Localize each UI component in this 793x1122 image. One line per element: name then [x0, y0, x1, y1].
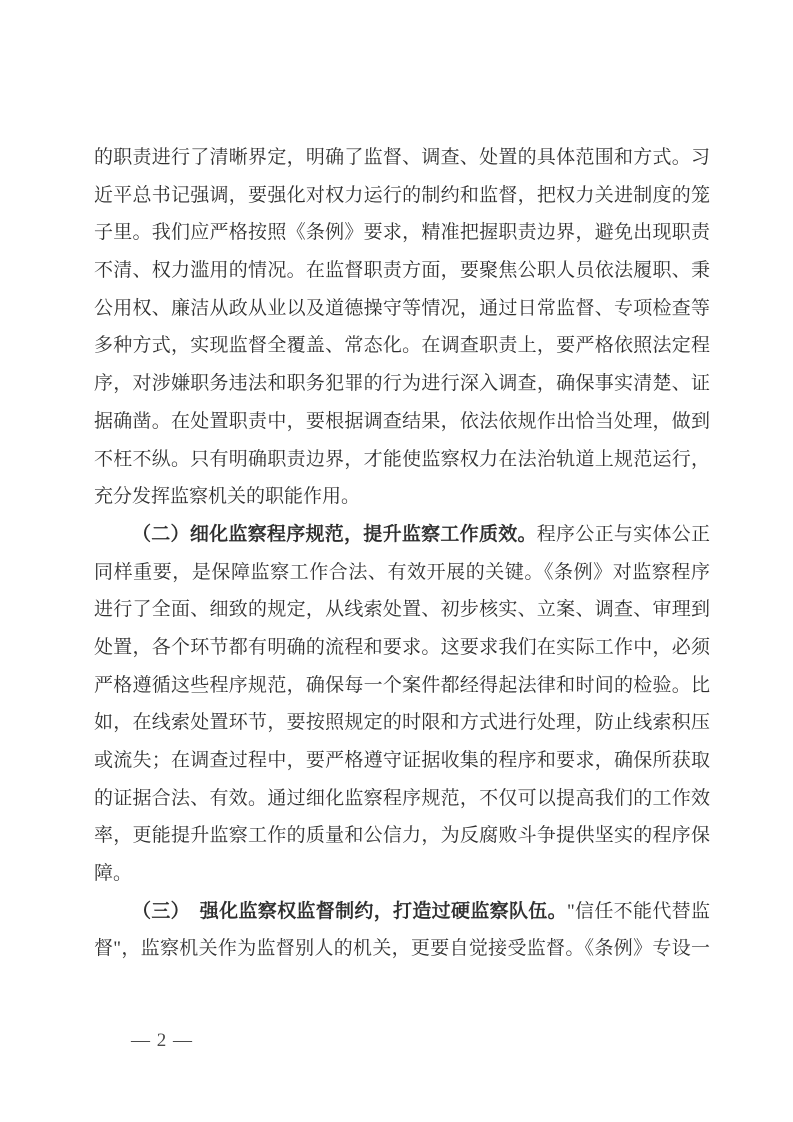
text-line: [94, 139, 710, 177]
text-segment: 或流失；在调查过程中，要严格遵守证据收集的程序和要求，确保所获取: [94, 750, 710, 771]
text-line: [94, 629, 710, 667]
text-line: [94, 478, 710, 516]
text-line: [94, 554, 710, 592]
heading-segment: （二）细化监察程序规范，提升监察工作质效。: [132, 523, 537, 545]
page-number: — 2 —: [131, 1030, 193, 1051]
text-segment: 同样重要，是保障监察工作合法、有效开展的关键。《条例》对监察程序: [94, 561, 710, 583]
text-segment: 率，更能提升监察工作的质量和公信力，为反腐败斗争提供坚实的程序保: [94, 825, 710, 847]
heading-segment: （三） 强化监察权监督制约，打造过硬监察队伍。: [132, 900, 567, 922]
text-line: [94, 365, 710, 403]
text-line: [94, 441, 710, 479]
text-segment: 程序公正与实体公正: [536, 523, 710, 545]
paragraph: [94, 139, 710, 516]
text-line: [94, 252, 710, 290]
text-segment: 如，在线索处置环节，要按照规定的时限和方式进行处理，防止线索积压: [94, 712, 710, 734]
text-line: [94, 214, 710, 252]
text-segment: 督"，监察机关作为监督别人的机关，更要自觉接受监督。《条例》专设一: [94, 938, 710, 960]
text-segment: "信任不能代替监: [566, 900, 710, 922]
document-body: [94, 139, 710, 968]
text-line: [94, 177, 710, 215]
text-segment: 障。: [94, 863, 133, 885]
paragraph: [94, 893, 710, 968]
text-segment: 进行了全面、细致的规定，从线索处置、初步核实、立案、调查、审理到: [94, 599, 710, 621]
text-segment: 处置，各个环节都有明确的流程和要求。这要求我们在实际工作中，必须: [94, 636, 710, 658]
text-line: [94, 290, 710, 328]
text-line: [94, 780, 710, 818]
text-line: [94, 403, 710, 441]
text-segment: 据确凿。在处置职责中，要根据调查结果，依法依规作出恰当处理，做到: [94, 410, 710, 432]
text-segment: 的职责进行了清晰界定，明确了监督、调查、处置的具体范围和方式。习: [94, 147, 710, 168]
text-line: [94, 817, 710, 855]
text-segment: 子里。我们应严格按照《条例》要求，精准把握职责边界，避免出现职责: [94, 222, 710, 244]
text-segment: 多种方式，实现监督全覆盖、常态化。在调查职责上，要严格依照法定程: [94, 335, 710, 357]
text-segment: 近平总书记强调，要强化对权力运行的制约和监督，把权力关进制度的笼: [94, 184, 710, 206]
text-line: [94, 667, 710, 705]
text-segment: 充分发挥监察机关的职能作用。: [94, 486, 361, 508]
text-segment: 序，对涉嫌职务违法和职务犯罪的行为进行深入调查，确保事实清楚、证: [94, 373, 710, 395]
text-line: [94, 893, 710, 931]
text-segment: 的证据合法、有效。通过细化监察程序规范，不仅可以提高我们的工作效: [94, 787, 710, 809]
text-line: [94, 855, 710, 893]
text-segment: 不清、权力滥用的情况。在监督职责方面，要聚焦公职人员依法履职、秉: [94, 260, 710, 282]
text-segment: 公用权、廉洁从政从业以及道德操守等情况，通过日常监督、专项检查等: [94, 297, 710, 319]
text-line: [94, 516, 710, 554]
text-segment: 严格遵循这些程序规范，确保每一个案件都经得起法律和时间的检验。比: [94, 674, 710, 696]
text-line: [94, 591, 710, 629]
text-line: [94, 704, 710, 742]
paragraph: [94, 516, 710, 893]
text-line: [94, 930, 710, 968]
text-segment: 不枉不纵。只有明确职责边界，才能使监察权力在法治轨道上规范运行，: [94, 448, 710, 470]
text-line: [94, 327, 710, 365]
text-line: [94, 742, 710, 780]
